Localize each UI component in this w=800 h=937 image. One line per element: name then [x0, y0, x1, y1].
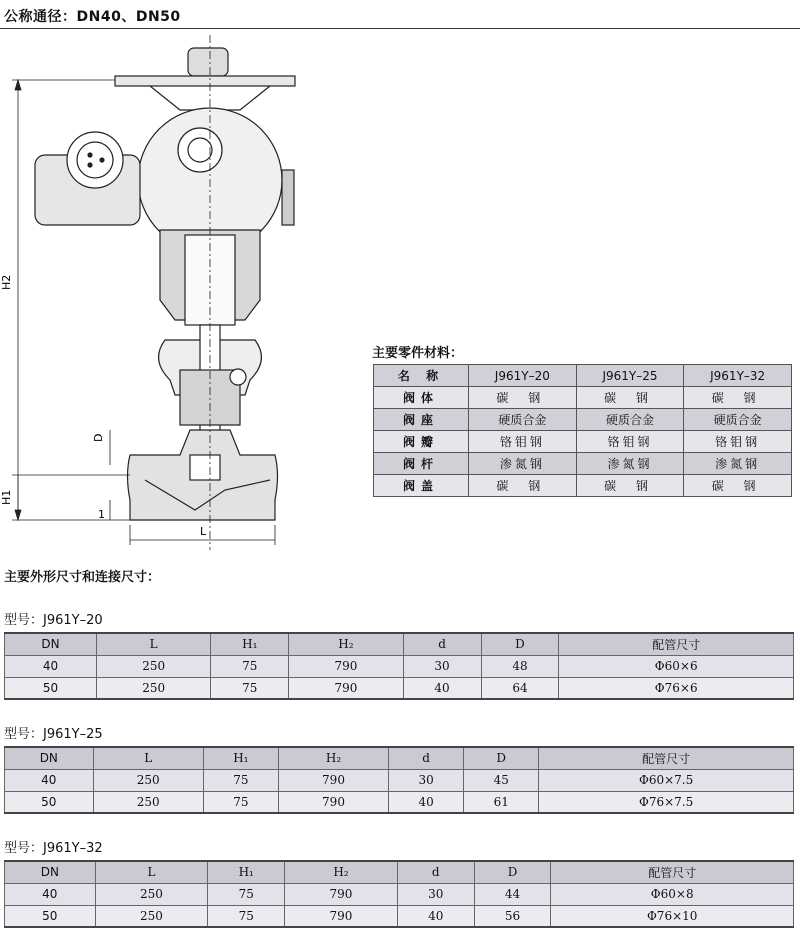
table-cell: 50	[5, 677, 97, 699]
dimension-table	[4, 860, 794, 928]
table-cell: 250	[95, 905, 208, 927]
table-row	[374, 431, 792, 453]
table-cell: 790	[289, 655, 403, 677]
header-cell: H₁	[203, 747, 278, 769]
d-label: D	[92, 433, 105, 442]
table-cell: 渗氮钢	[576, 453, 684, 475]
table-cell: 铬钼钢	[684, 431, 792, 453]
table-cell: 铬钼钢	[469, 431, 577, 453]
table-cell: 48	[481, 655, 559, 677]
header-cell: D	[464, 747, 539, 769]
table-cell: 75	[211, 677, 289, 699]
title-divider	[0, 28, 800, 29]
header-cell: J961Y–20	[469, 365, 577, 387]
handwheel	[115, 76, 295, 86]
part-name: 阀盖	[374, 475, 469, 497]
table-cell: 铬钼钢	[576, 431, 684, 453]
table-cell: 75	[208, 905, 285, 927]
header-cell: H₂	[278, 747, 388, 769]
header-cell: D	[474, 861, 551, 883]
table-cell: 40	[5, 769, 94, 791]
table-cell: 45	[464, 769, 539, 791]
table-row	[374, 387, 792, 409]
table-cell: 40	[389, 791, 464, 813]
header-cell: H₁	[208, 861, 285, 883]
table-cell: 50	[5, 905, 96, 927]
dimension-table	[4, 632, 794, 700]
table-cell: 渗氮钢	[469, 453, 577, 475]
model-label: 型号：J961Y–25	[4, 727, 103, 742]
one-label: 1	[98, 508, 105, 521]
table-cell: 30	[389, 769, 464, 791]
l-label: L	[200, 525, 207, 538]
table-cell: 790	[278, 769, 388, 791]
table-cell: 40	[5, 655, 97, 677]
table-cell: 40	[397, 905, 474, 927]
top-knob	[188, 48, 228, 76]
table-cell: 碳 钢	[469, 475, 577, 497]
header-cell: DN	[5, 633, 97, 655]
part-name: 阀杆	[374, 453, 469, 475]
valve-drawing	[0, 30, 340, 555]
header-cell: L	[95, 861, 208, 883]
header-cell: 配管尺寸	[539, 747, 794, 769]
table-cell: 碳 钢	[684, 475, 792, 497]
table-header-row	[5, 861, 794, 883]
table-cell: Φ60×7.5	[539, 769, 794, 791]
header-cell: d	[389, 747, 464, 769]
table-row	[5, 769, 794, 791]
table-cell: 790	[285, 905, 398, 927]
dimension-table	[4, 746, 794, 814]
table-cell: 渗氮钢	[684, 453, 792, 475]
table-cell: 44	[474, 883, 551, 905]
h2-label: H2	[0, 274, 13, 290]
table-cell: Φ60×8	[551, 883, 794, 905]
table-header-row	[5, 633, 794, 655]
header-cell: J961Y–25	[576, 365, 684, 387]
table-cell: Φ76×6	[559, 677, 794, 699]
materials-heading: 主要零件材料：	[372, 346, 464, 361]
table-row	[5, 905, 794, 927]
model-label: 型号：J961Y–32	[4, 841, 103, 856]
table-cell: 30	[403, 655, 481, 677]
table-cell: 64	[481, 677, 559, 699]
table-cell: 碳 钢	[684, 387, 792, 409]
table-row	[5, 677, 794, 699]
table-row	[374, 409, 792, 431]
table-row	[374, 453, 792, 475]
materials-table	[373, 364, 792, 497]
header-cell: D	[481, 633, 559, 655]
part-name: 阀体	[374, 387, 469, 409]
table-cell: 790	[285, 883, 398, 905]
table-cell: Φ60×6	[559, 655, 794, 677]
part-name: 阀瓣	[374, 431, 469, 453]
table-cell: 250	[93, 791, 203, 813]
table-cell: 790	[289, 677, 403, 699]
table-row	[5, 791, 794, 813]
header-cell: H₂	[285, 861, 398, 883]
table-cell: 75	[203, 791, 278, 813]
table-cell: 硬质合金	[469, 409, 577, 431]
header-cell: H₁	[211, 633, 289, 655]
header-cell: DN	[5, 747, 94, 769]
h1-label: H1	[0, 489, 13, 505]
table-row	[5, 655, 794, 677]
table-cell: 250	[96, 677, 210, 699]
table-cell: 75	[211, 655, 289, 677]
table-cell: 30	[397, 883, 474, 905]
header-cell: 配管尺寸	[559, 633, 794, 655]
page-title: 公称通径：DN40、DN50	[4, 9, 181, 25]
part-name: 阀座	[374, 409, 469, 431]
table-cell: 碳 钢	[576, 387, 684, 409]
header-cell: L	[93, 747, 203, 769]
table-header-row	[5, 747, 794, 769]
model-label: 型号：J961Y–20	[4, 613, 103, 628]
header-cell: 配管尺寸	[551, 861, 794, 883]
table-cell: 790	[278, 791, 388, 813]
table-cell: 75	[208, 883, 285, 905]
table-cell: 61	[464, 791, 539, 813]
table-cell: Φ76×10	[551, 905, 794, 927]
dimensions-heading: 主要外形尺寸和连接尺寸：	[4, 570, 161, 585]
header-cell: d	[397, 861, 474, 883]
header-cell: H₂	[289, 633, 403, 655]
table-cell: 40	[5, 883, 96, 905]
table-cell: 56	[474, 905, 551, 927]
table-cell: 250	[95, 883, 208, 905]
materials-header-row	[374, 365, 792, 387]
table-cell: 碳 钢	[576, 475, 684, 497]
gauge	[67, 132, 123, 188]
table-cell: 40	[403, 677, 481, 699]
table-cell: 碳 钢	[469, 387, 577, 409]
table-cell: Φ76×7.5	[539, 791, 794, 813]
table-cell: 250	[93, 769, 203, 791]
header-cell: J961Y–32	[684, 365, 792, 387]
table-row	[5, 883, 794, 905]
header-cell: 名 称	[374, 365, 469, 387]
table-cell: 50	[5, 791, 94, 813]
table-row	[374, 475, 792, 497]
table-cell: 250	[96, 655, 210, 677]
table-cell: 硬质合金	[684, 409, 792, 431]
header-cell: DN	[5, 861, 96, 883]
table-cell: 硬质合金	[576, 409, 684, 431]
header-cell: d	[403, 633, 481, 655]
table-cell: 75	[203, 769, 278, 791]
header-cell: L	[96, 633, 210, 655]
